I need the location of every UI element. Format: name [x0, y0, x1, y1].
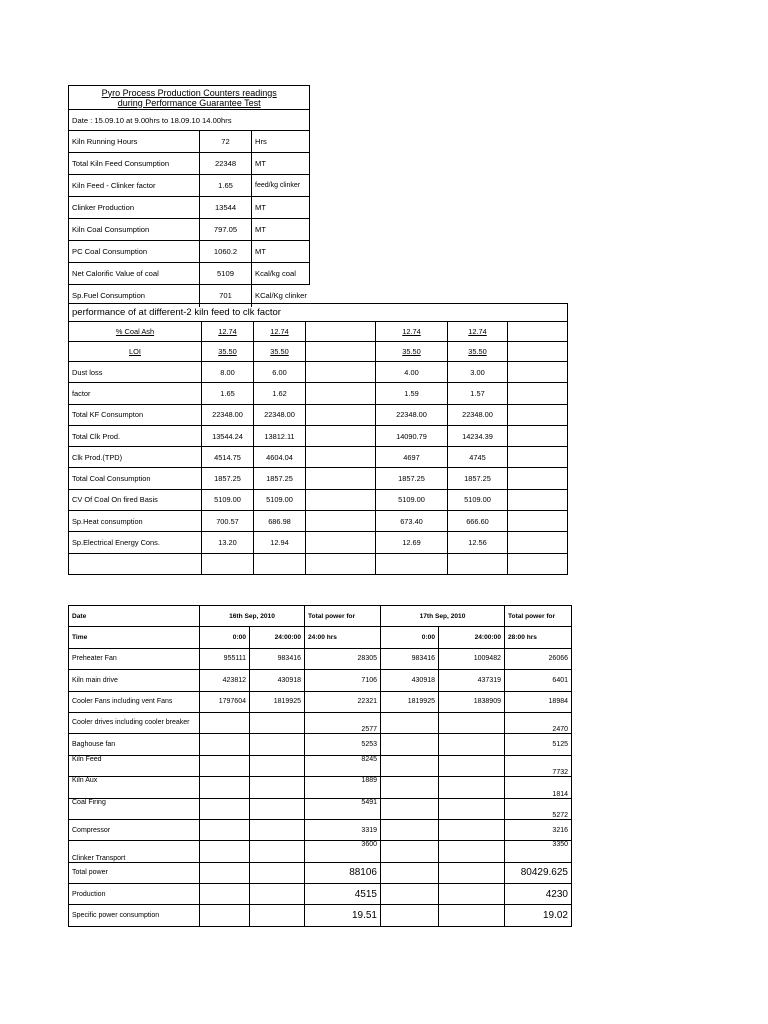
performance-value: 4514.75 — [202, 447, 254, 468]
power-value: 955111 — [200, 648, 250, 669]
period-label: 24:00 hrs — [305, 627, 381, 648]
spacer-cell — [306, 404, 376, 425]
power-value — [381, 798, 439, 819]
performance-value: 12.56 — [448, 532, 508, 553]
power-row — [69, 670, 572, 691]
power-value: 8245 — [305, 755, 381, 776]
summary-value: 1.65 — [200, 175, 252, 197]
summary-row — [69, 241, 310, 263]
power-value: 5491 — [305, 798, 381, 819]
summary-unit: Kcal/kg coal — [252, 263, 310, 285]
performance-row — [69, 383, 568, 404]
summary-row — [69, 263, 310, 285]
performance-label: Total Coal Consumption — [69, 468, 202, 489]
summary-label: Kiln Coal Consumption — [69, 219, 200, 241]
spacer-cell — [508, 511, 568, 532]
spacer-cell — [306, 447, 376, 468]
spacer-cell — [508, 362, 568, 383]
test-date: Date : 15.09.10 at 9.00hrs to 18.09.10 14.00hrs — [69, 110, 310, 131]
power-value: 1814 — [505, 777, 572, 798]
summary-row — [69, 197, 310, 219]
time-header: Time — [69, 627, 200, 648]
performance-value: 14090.79 — [376, 425, 448, 446]
performance-label: Sp.Electrical Energy Cons. — [69, 532, 202, 553]
power-value — [250, 777, 305, 798]
date-header: Date — [69, 606, 200, 627]
day1-header: 16th Sep, 2010 — [200, 606, 305, 627]
summary-value: 22348 — [200, 153, 252, 175]
power-value: 1819925 — [381, 691, 439, 712]
power-value — [381, 755, 439, 776]
power-value — [381, 712, 439, 733]
power-value: 3600 — [305, 841, 381, 862]
total-power-value: 88106 — [305, 862, 381, 883]
spacer-cell — [306, 511, 376, 532]
empty-row — [69, 553, 568, 574]
spacer-cell — [508, 447, 568, 468]
power-value: 28305 — [305, 648, 381, 669]
performance-value: 1857.25 — [202, 468, 254, 489]
performance-value: 22348.00 — [448, 404, 508, 425]
power-value — [250, 798, 305, 819]
power-value — [381, 734, 439, 755]
power-value — [200, 712, 250, 733]
summary-row — [69, 153, 310, 175]
total-power-header: Total power for — [505, 606, 572, 627]
spacer-cell — [306, 342, 376, 362]
coal-ash-row — [69, 322, 568, 342]
power-value: 26066 — [505, 648, 572, 669]
power-label: Cooler drives including cooler breaker — [69, 712, 200, 733]
summary-unit: MT — [252, 219, 310, 241]
power-label: Kiln Feed — [69, 755, 200, 776]
summary-label: Sp.Fuel Consumption — [69, 285, 200, 307]
power-label: Cooler Fans including vent Fans — [69, 691, 200, 712]
power-value — [439, 755, 505, 776]
power-value — [200, 755, 250, 776]
summary-value: 797.05 — [200, 219, 252, 241]
coal-ash-value: 12.74 — [448, 322, 508, 342]
summary-row — [69, 131, 310, 153]
power-value: 5272 — [505, 798, 572, 819]
power-value: 22321 — [305, 691, 381, 712]
power-value: 1009482 — [439, 648, 505, 669]
power-value: 1797604 — [200, 691, 250, 712]
production-row — [69, 884, 572, 905]
spacer-cell — [508, 532, 568, 553]
spacer-cell — [508, 342, 568, 362]
power-value: 3319 — [305, 819, 381, 840]
loi-value: 35.50 — [448, 342, 508, 362]
summary-value: 13544 — [200, 197, 252, 219]
loi-row — [69, 342, 568, 362]
performance-row — [69, 511, 568, 532]
performance-value: 4745 — [448, 447, 508, 468]
power-row — [69, 734, 572, 755]
performance-value: 700.57 — [202, 511, 254, 532]
loi-value: 35.50 — [202, 342, 254, 362]
summary-row — [69, 175, 310, 197]
power-value — [439, 712, 505, 733]
power-row — [69, 691, 572, 712]
power-value — [250, 841, 305, 862]
power-label: Kiln Aux — [69, 777, 200, 798]
summary-unit: Hrs — [252, 131, 310, 153]
production-label: Production — [69, 884, 200, 905]
power-row — [69, 777, 572, 798]
power-value — [439, 798, 505, 819]
power-value: 3216 — [505, 819, 572, 840]
summary-row — [69, 219, 310, 241]
power-value — [381, 841, 439, 862]
performance-value: 1.57 — [448, 383, 508, 404]
performance-value: 3.00 — [448, 362, 508, 383]
performance-value: 1.59 — [376, 383, 448, 404]
summary-unit: MT — [252, 153, 310, 175]
performance-value: 4697 — [376, 447, 448, 468]
performance-value: 13812.11 — [254, 425, 306, 446]
spc-row — [69, 905, 572, 926]
performance-value: 1.62 — [254, 383, 306, 404]
power-value — [381, 777, 439, 798]
performance-label: CV Of Coal On fired Basis — [69, 489, 202, 510]
spacer-cell — [306, 383, 376, 404]
power-value: 983416 — [250, 648, 305, 669]
performance-row — [69, 404, 568, 425]
performance-value: 4604.04 — [254, 447, 306, 468]
summary-label: Net Calorific Value of coal — [69, 263, 200, 285]
spacer-cell — [306, 425, 376, 446]
spacer-cell — [306, 468, 376, 489]
power-value: 2577 — [305, 712, 381, 733]
power-row — [69, 798, 572, 819]
power-value — [250, 819, 305, 840]
performance-row — [69, 468, 568, 489]
performance-label: Dust loss — [69, 362, 202, 383]
performance-value: 1857.25 — [254, 468, 306, 489]
spacer-cell — [508, 383, 568, 404]
performance-label: Sp.Heat consumption — [69, 511, 202, 532]
power-value — [381, 819, 439, 840]
coal-ash-value: 12.74 — [376, 322, 448, 342]
power-value — [200, 819, 250, 840]
power-row — [69, 648, 572, 669]
summary-label: Kiln Running Hours — [69, 131, 200, 153]
coal-ash-value: 12.74 — [254, 322, 306, 342]
performance-value: 5109.00 — [202, 489, 254, 510]
total-power-label: Total power — [69, 862, 200, 883]
coal-ash-label: % Coal Ash — [69, 322, 202, 342]
summary-unit: MT — [252, 197, 310, 219]
performance-label: Total KF Consumpton — [69, 404, 202, 425]
power-value — [250, 712, 305, 733]
power-value: 2470 — [505, 712, 572, 733]
performance-value: 22348.00 — [376, 404, 448, 425]
performance-value: 1857.25 — [376, 468, 448, 489]
summary-unit: MT — [252, 241, 310, 263]
power-value: 437319 — [439, 670, 505, 691]
power-value — [200, 734, 250, 755]
period-label: 28:00 hrs — [505, 627, 572, 648]
total-power-row — [69, 862, 572, 883]
performance-value: 686.98 — [254, 511, 306, 532]
power-value: 5125 — [505, 734, 572, 755]
performance-value: 1.65 — [202, 383, 254, 404]
power-label: Preheater Fan — [69, 648, 200, 669]
power-label: Baghouse fan — [69, 734, 200, 755]
power-value: 1819925 — [250, 691, 305, 712]
time-row — [69, 627, 572, 648]
power-value: 430918 — [250, 670, 305, 691]
performance-row — [69, 425, 568, 446]
summary-title-line2: during Performance Guarantee Test — [117, 97, 261, 108]
power-label: Clinker Transport — [69, 841, 200, 862]
total-power-header: Total power for — [305, 606, 381, 627]
performance-label: Clk Prod.(TPD) — [69, 447, 202, 468]
summary-unit: KCal/Kg clinker — [252, 285, 310, 307]
time-value: 24:00:00 — [250, 627, 305, 648]
power-label: Compressor — [69, 819, 200, 840]
power-row — [69, 841, 572, 862]
performance-value: 12.69 — [376, 532, 448, 553]
spacer-cell — [306, 322, 376, 342]
power-value — [439, 819, 505, 840]
summary-label: PC Coal Consumption — [69, 241, 200, 263]
power-value — [439, 734, 505, 755]
summary-value: 701 — [200, 285, 252, 307]
coal-ash-value: 12.74 — [202, 322, 254, 342]
power-value: 983416 — [381, 648, 439, 669]
summary-label: Clinker Production — [69, 197, 200, 219]
production-value: 4515 — [305, 884, 381, 905]
summary-label: Total Kiln Feed Consumption — [69, 153, 200, 175]
performance-value: 14234.39 — [448, 425, 508, 446]
pgt-summary-table — [68, 85, 310, 307]
performance-value: 13.20 — [202, 532, 254, 553]
power-value: 7732 — [505, 755, 572, 776]
performance-value: 5109.00 — [448, 489, 508, 510]
performance-header: performance of at different-2 kiln feed to clk factor — [69, 304, 568, 322]
power-value: 1838909 — [439, 691, 505, 712]
performance-row — [69, 447, 568, 468]
performance-value: 6.00 — [254, 362, 306, 383]
spc-label: Specific power consumption — [69, 905, 200, 926]
spacer-cell — [306, 532, 376, 553]
summary-label: Kiln Feed - Clinker factor — [69, 175, 200, 197]
performance-value: 12.94 — [254, 532, 306, 553]
performance-value: 4.00 — [376, 362, 448, 383]
time-value: 0:00 — [200, 627, 250, 648]
power-value: 423812 — [200, 670, 250, 691]
performance-value: 5109.00 — [254, 489, 306, 510]
spacer-cell — [508, 468, 568, 489]
power-value — [439, 841, 505, 862]
performance-value: 22348.00 — [254, 404, 306, 425]
performance-value: 5109.00 — [376, 489, 448, 510]
summary-title-line1: Pyro Process Production Counters readings — [101, 87, 277, 98]
performance-value: 1857.25 — [448, 468, 508, 489]
day2-header: 17th Sep, 2010 — [381, 606, 505, 627]
performance-row — [69, 489, 568, 510]
spacer-cell — [508, 425, 568, 446]
spacer-cell — [508, 322, 568, 342]
summary-value: 5109 — [200, 263, 252, 285]
time-value: 24:00:00 — [439, 627, 505, 648]
loi-value: 35.50 — [254, 342, 306, 362]
loi-label: LOI — [69, 342, 202, 362]
performance-value: 22348.00 — [202, 404, 254, 425]
power-value: 1889 — [305, 777, 381, 798]
spc-value: 19.51 — [305, 905, 381, 926]
performance-label: Total Clk Prod. — [69, 425, 202, 446]
power-value — [250, 734, 305, 755]
power-value: 18984 — [505, 691, 572, 712]
performance-value: 8.00 — [202, 362, 254, 383]
power-row — [69, 712, 572, 733]
performance-value: 673.40 — [376, 511, 448, 532]
power-row — [69, 819, 572, 840]
production-value: 4230 — [505, 884, 572, 905]
summary-value: 72 — [200, 131, 252, 153]
power-value: 6401 — [505, 670, 572, 691]
performance-table — [68, 303, 568, 575]
power-value: 430918 — [381, 670, 439, 691]
time-value: 0:00 — [381, 627, 439, 648]
power-value — [439, 777, 505, 798]
total-power-value: 80429.625 — [505, 862, 572, 883]
summary-title — [69, 86, 310, 110]
power-label: Coal Firing — [69, 798, 200, 819]
performance-label: factor — [69, 383, 202, 404]
summary-unit: feed/kg clinker — [252, 175, 310, 197]
performance-row — [69, 532, 568, 553]
power-row — [69, 755, 572, 776]
spc-value: 19.02 — [505, 905, 572, 926]
power-value — [200, 798, 250, 819]
power-value — [250, 755, 305, 776]
power-consumption-table — [68, 605, 572, 927]
power-header-row — [69, 606, 572, 627]
performance-value: 13544.24 — [202, 425, 254, 446]
power-value: 7106 — [305, 670, 381, 691]
performance-value: 666.60 — [448, 511, 508, 532]
power-value — [200, 841, 250, 862]
spacer-cell — [508, 404, 568, 425]
power-value — [200, 777, 250, 798]
spacer-cell — [306, 489, 376, 510]
power-value: 3350 — [505, 841, 572, 862]
spacer-cell — [508, 489, 568, 510]
power-label: Kiln main drive — [69, 670, 200, 691]
summary-value: 1060.2 — [200, 241, 252, 263]
loi-value: 35.50 — [376, 342, 448, 362]
performance-row — [69, 362, 568, 383]
power-value: 5253 — [305, 734, 381, 755]
spacer-cell — [306, 362, 376, 383]
